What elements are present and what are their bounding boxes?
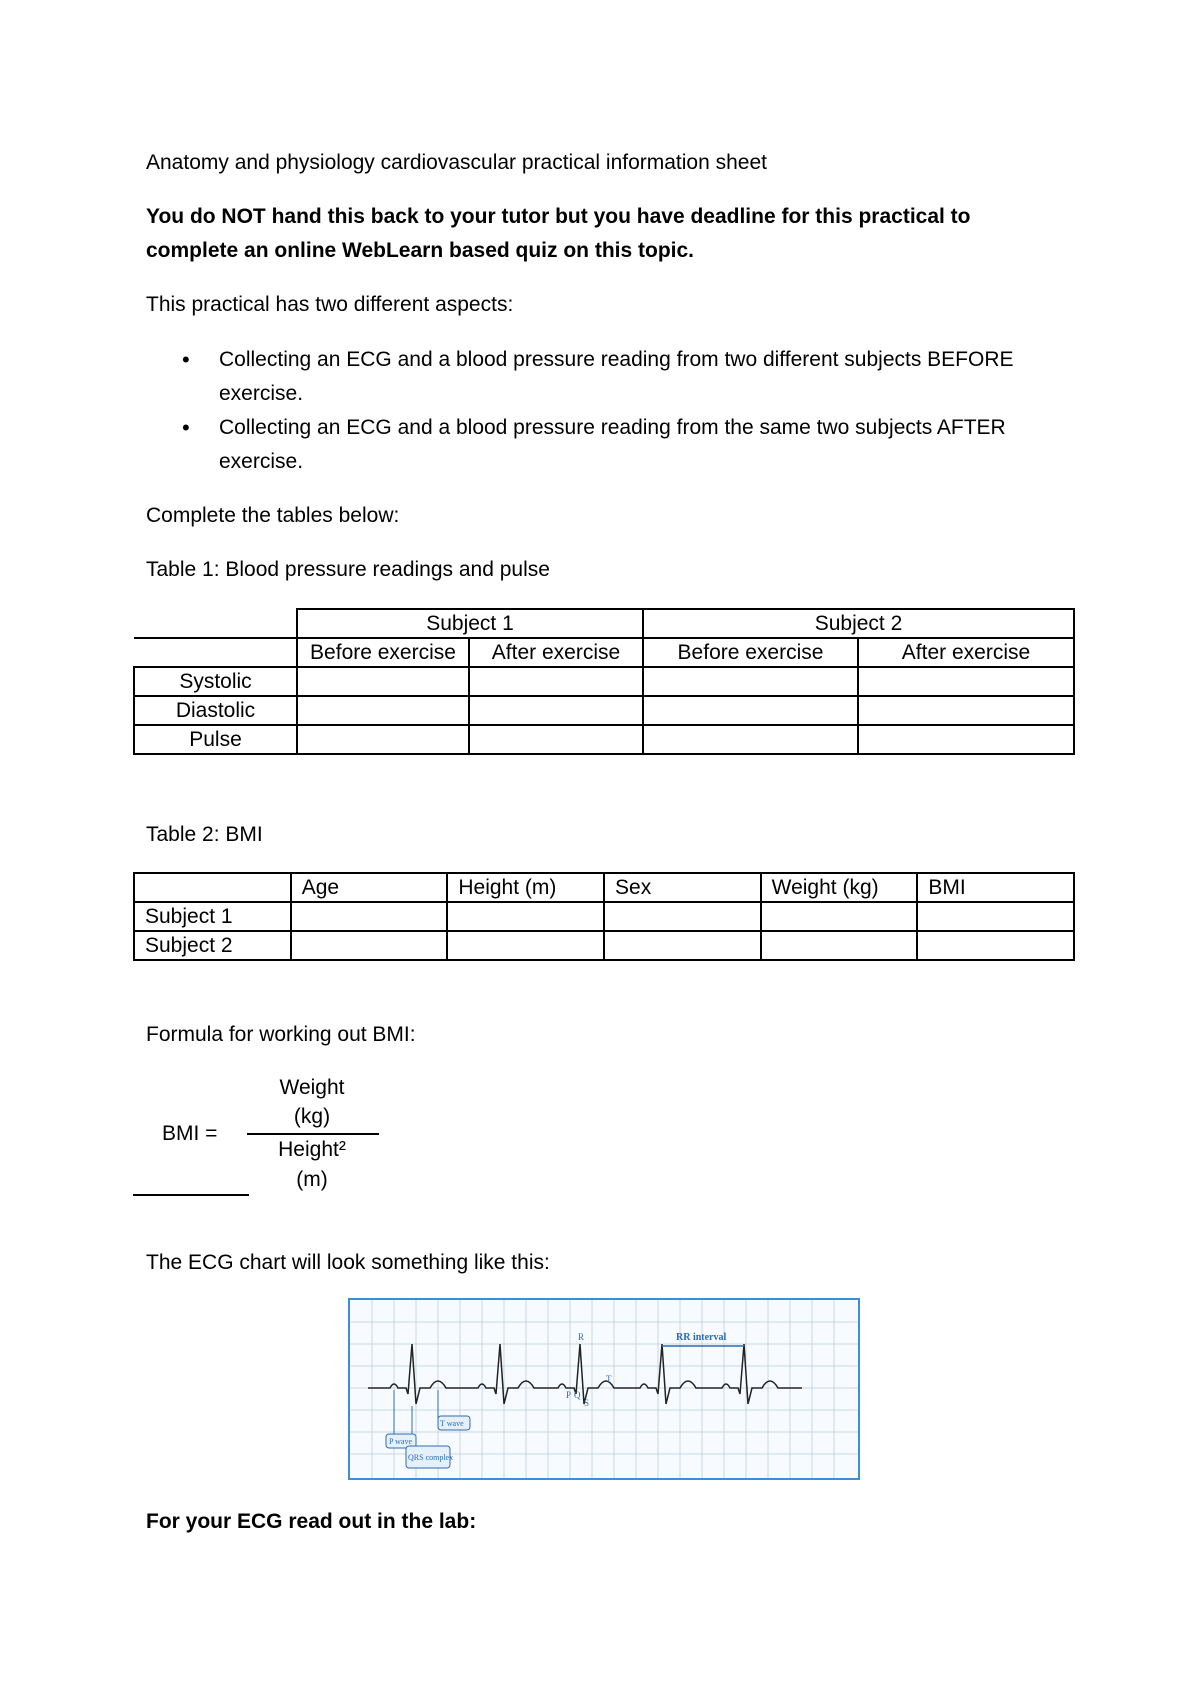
entry-cell[interactable] <box>297 725 469 754</box>
p-wave-label: P wave <box>389 1437 413 1446</box>
p-label: P <box>566 1390 572 1400</box>
formula-denominator-unit: (m) <box>296 1168 328 1191</box>
row-label: Systolic <box>134 667 297 696</box>
table-row <box>134 725 1074 754</box>
table-row <box>134 667 1074 696</box>
ecg-trace-svg <box>350 1300 858 1478</box>
bmi-table <box>133 872 1075 961</box>
table2-caption: Table 2: BMI <box>146 823 263 846</box>
row-label: Subject 1 <box>134 902 291 931</box>
table-row <box>134 931 1074 960</box>
entry-cell[interactable] <box>447 931 604 960</box>
entry-cell[interactable] <box>858 667 1074 696</box>
entry-cell[interactable] <box>917 931 1074 960</box>
entry-cell[interactable] <box>469 667 643 696</box>
formula-denominator: Height² <box>278 1138 346 1161</box>
row-label: Pulse <box>134 725 297 754</box>
entry-cell[interactable] <box>604 902 761 931</box>
notice-text: You do NOT hand this back to your tutor but you have deadline for this practical to complete an online WebLearn based quiz on this topic. <box>146 205 971 262</box>
entry-cell[interactable] <box>858 696 1074 725</box>
column-header: Weight (kg) <box>761 873 918 902</box>
table1-caption: Table 1: Blood pressure readings and pulse <box>146 558 550 581</box>
row-label: Diastolic <box>134 696 297 725</box>
subheader-cell: Before exercise <box>297 638 469 667</box>
s-label: S <box>584 1398 590 1408</box>
subheader-cell: After exercise <box>858 638 1074 667</box>
entry-cell[interactable] <box>761 931 918 960</box>
formula-numerator-unit: (kg) <box>293 1105 331 1128</box>
ecg-chart-image <box>348 1298 860 1480</box>
readout-heading: For your ECG read out in the lab: <box>146 1510 477 1533</box>
table-row <box>134 902 1074 931</box>
entry-cell[interactable] <box>469 696 643 725</box>
subject1-header: Subject 1 <box>297 609 643 638</box>
rr-interval-label: RR interval <box>676 1332 727 1343</box>
intro-text: This practical has two different aspects: <box>146 293 514 316</box>
entry-cell[interactable] <box>469 725 643 754</box>
t-wave-label: T wave <box>440 1419 464 1428</box>
subheader-cell: After exercise <box>469 638 643 667</box>
blood-pressure-table <box>133 608 1075 755</box>
formula-heading: Formula for working out BMI: <box>146 1023 416 1046</box>
r-label: R <box>578 1332 585 1342</box>
page-title: Anatomy and physiology cardiovascular practical information sheet <box>146 151 767 174</box>
column-header: Age <box>291 873 448 902</box>
table-row <box>134 696 1074 725</box>
entry-cell[interactable] <box>643 696 858 725</box>
entry-cell[interactable] <box>643 667 858 696</box>
entry-cell[interactable] <box>447 902 604 931</box>
list-item: • Collecting an ECG and a blood pressure reading from two different subjects BEFORE exercise. <box>146 343 1066 411</box>
entry-cell[interactable] <box>643 725 858 754</box>
entry-cell[interactable] <box>291 931 448 960</box>
subheader-cell: Before exercise <box>643 638 858 667</box>
entry-cell[interactable] <box>291 902 448 931</box>
list-item: • Collecting an ECG and a blood pressure reading from the same two subjects AFTER exercise. <box>146 411 1066 479</box>
column-header: Sex <box>604 873 761 902</box>
formula-numerator: Weight <box>279 1076 345 1099</box>
underline-rule <box>133 1194 249 1196</box>
column-header: Height (m) <box>447 873 604 902</box>
entry-cell[interactable] <box>761 902 918 931</box>
subject2-header: Subject 2 <box>643 609 1074 638</box>
t-label: T <box>606 1374 612 1384</box>
q-label: Q <box>574 1390 581 1400</box>
fraction-bar <box>247 1133 379 1135</box>
entry-cell[interactable] <box>297 667 469 696</box>
ecg-waveform <box>368 1344 802 1404</box>
formula-lhs: BMI = <box>162 1122 218 1145</box>
ecg-intro-text: The ECG chart will look something like this: <box>146 1251 550 1274</box>
entry-cell[interactable] <box>917 902 1074 931</box>
qrs-label: QRS complex <box>408 1453 454 1462</box>
entry-cell[interactable] <box>604 931 761 960</box>
column-header: BMI <box>917 873 1074 902</box>
aspects-list <box>146 343 1066 479</box>
complete-tables-text: Complete the tables below: <box>146 504 400 527</box>
entry-cell[interactable] <box>297 696 469 725</box>
row-label: Subject 2 <box>134 931 291 960</box>
entry-cell[interactable] <box>858 725 1074 754</box>
